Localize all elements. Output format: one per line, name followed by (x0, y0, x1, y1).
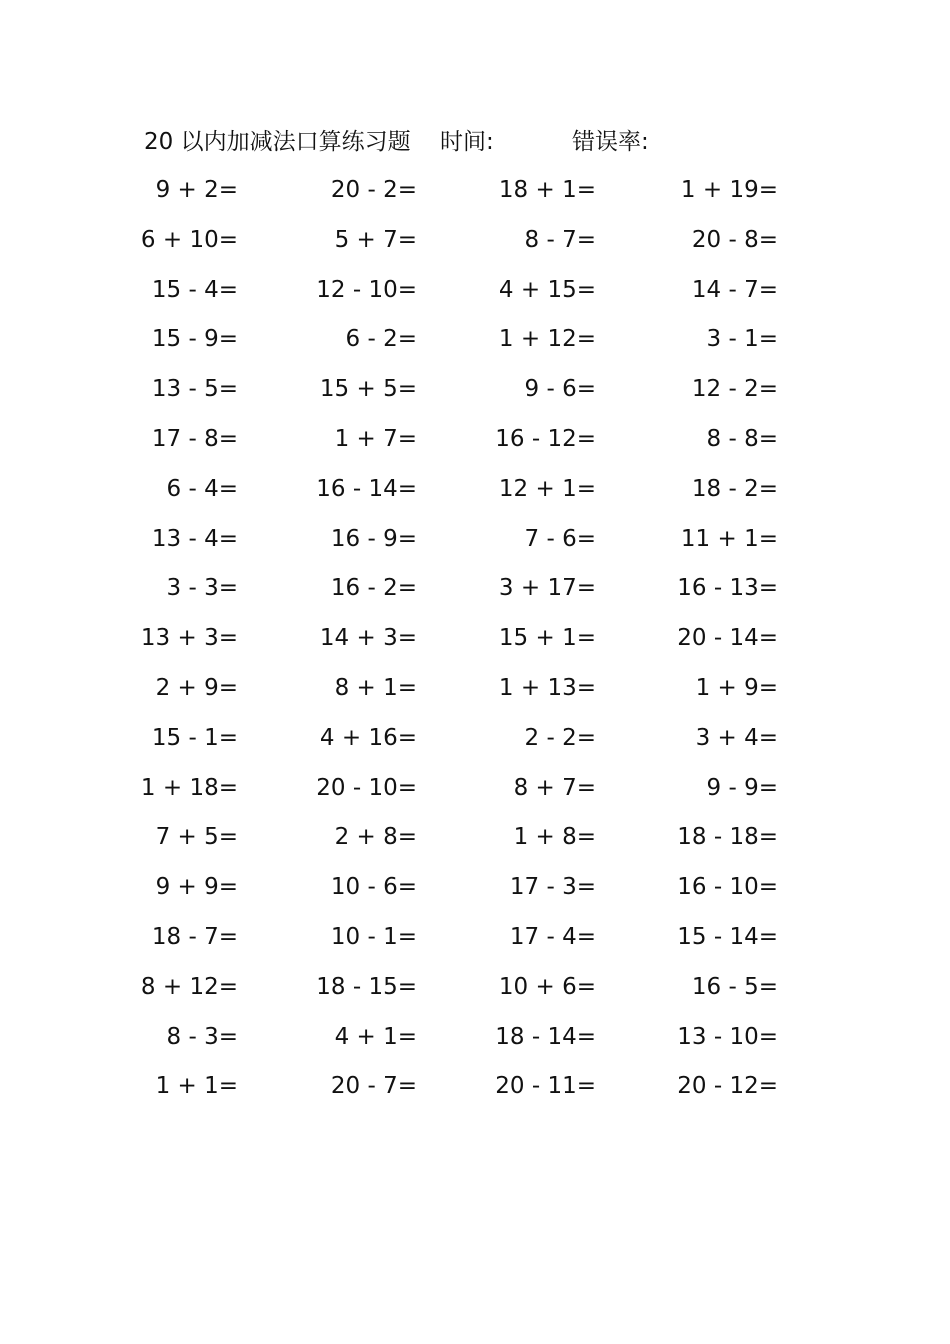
problem-row (0, 770, 950, 820)
problem-item: 11 + 1= (680, 525, 778, 552)
problem-item: 9 + 9= (155, 874, 238, 901)
problem-item: 20 - 14= (677, 625, 778, 652)
problem-item: 8 + 7= (513, 774, 596, 801)
problem-item: 15 - 1= (151, 724, 238, 751)
problem-item: 13 - 10= (677, 1023, 778, 1050)
problem-item: 1 + 19= (680, 177, 778, 203)
problem-item: 17 - 8= (151, 425, 238, 452)
problem-item: 5 + 7= (334, 226, 417, 253)
problem-row (0, 919, 950, 969)
problem-item: 6 + 10= (140, 226, 238, 253)
problem-item: 15 - 14= (677, 923, 778, 950)
problem-item: 12 + 1= (498, 475, 596, 502)
problem-item: 14 - 7= (691, 276, 778, 303)
problem-item: 13 + 3= (140, 625, 238, 652)
problem-row (0, 1019, 950, 1069)
problem-item: 4 + 1= (334, 1023, 417, 1050)
problem-item: 12 - 2= (691, 376, 778, 403)
problem-item: 9 - 9= (706, 774, 778, 801)
problem-row (0, 321, 950, 371)
problem-item: 18 - 2= (691, 475, 778, 502)
problem-item: 6 - 2= (345, 326, 417, 353)
problem-item: 8 - 3= (166, 1023, 238, 1050)
problem-item: 9 + 2= (155, 177, 238, 203)
problem-row (0, 222, 950, 272)
problem-item: 8 + 1= (334, 674, 417, 701)
problem-item: 20 - 12= (677, 1073, 778, 1100)
problem-row (0, 570, 950, 620)
problem-item: 18 - 14= (495, 1023, 596, 1050)
problem-item: 14 + 3= (319, 625, 417, 652)
problem-item: 18 - 7= (151, 923, 238, 950)
problem-item: 18 - 15= (316, 973, 417, 1000)
problem-item: 8 - 8= (706, 425, 778, 452)
problem-item: 7 - 6= (524, 525, 596, 552)
problem-item: 16 - 5= (691, 973, 778, 1000)
problem-item: 1 + 7= (334, 425, 417, 452)
problem-item: 4 + 16= (319, 724, 417, 751)
problem-item: 13 - 5= (151, 376, 238, 403)
problem-item: 6 - 4= (166, 475, 238, 502)
problem-row (0, 421, 950, 471)
problem-item: 10 - 1= (330, 923, 417, 950)
problem-item: 10 + 6= (498, 973, 596, 1000)
problem-item: 12 - 10= (316, 276, 417, 303)
problem-item: 16 - 13= (677, 575, 778, 602)
problem-item: 3 + 17= (498, 575, 596, 602)
problem-row (0, 720, 950, 770)
problem-item: 1 + 12= (498, 326, 596, 353)
problem-item: 10 - 6= (330, 874, 417, 901)
problem-grid (0, 172, 950, 1118)
problem-item: 7 + 5= (155, 824, 238, 851)
problem-item: 20 - 8= (691, 226, 778, 253)
problem-item: 3 - 1= (706, 326, 778, 353)
problem-item: 20 - 2= (330, 177, 417, 203)
problem-item: 16 - 14= (316, 475, 417, 502)
problem-item: 8 - 7= (524, 226, 596, 253)
problem-item: 20 - 10= (316, 774, 417, 801)
worksheet-title: 20 以内加减法口算练习题 (144, 129, 411, 155)
problem-item: 3 + 4= (695, 724, 778, 751)
problem-row (0, 471, 950, 521)
problem-row (0, 172, 950, 222)
problem-item: 9 - 6= (524, 376, 596, 403)
problem-item: 1 + 18= (140, 774, 238, 801)
problem-row (0, 521, 950, 571)
problem-item: 15 - 4= (151, 276, 238, 303)
problem-row (0, 670, 950, 720)
problem-item: 18 - 18= (677, 824, 778, 851)
problem-item: 8 + 12= (140, 973, 238, 1000)
problem-item: 20 - 11= (495, 1073, 596, 1100)
problem-item: 17 - 3= (509, 874, 596, 901)
problem-item: 1 + 1= (155, 1073, 238, 1100)
problem-row (0, 371, 950, 421)
problem-row (0, 869, 950, 919)
problem-item: 1 + 13= (498, 674, 596, 701)
problem-item: 4 + 15= (498, 276, 596, 303)
problem-row (0, 620, 950, 670)
error-rate-label: 错误率: (572, 129, 649, 155)
problem-item: 17 - 4= (509, 923, 596, 950)
problem-item: 20 - 7= (330, 1073, 417, 1100)
problem-item: 13 - 4= (151, 525, 238, 552)
problem-item: 15 - 9= (151, 326, 238, 353)
problem-item: 16 - 10= (677, 874, 778, 901)
problem-item: 1 + 8= (513, 824, 596, 851)
problem-item: 16 - 9= (330, 525, 417, 552)
problem-item: 1 + 9= (695, 674, 778, 701)
problem-item: 16 - 2= (330, 575, 417, 602)
problem-item: 2 - 2= (524, 724, 596, 751)
problem-row (0, 969, 950, 1019)
time-label: 时间: (440, 129, 494, 155)
problem-item: 3 - 3= (166, 575, 238, 602)
problem-row (0, 819, 950, 869)
problem-item: 15 + 5= (319, 376, 417, 403)
problem-row (0, 1068, 950, 1118)
problem-item: 18 + 1= (498, 177, 596, 203)
problem-item: 2 + 8= (334, 824, 417, 851)
problem-row (0, 272, 950, 322)
problem-item: 15 + 1= (498, 625, 596, 652)
problem-item: 16 - 12= (495, 425, 596, 452)
problem-item: 2 + 9= (155, 674, 238, 701)
